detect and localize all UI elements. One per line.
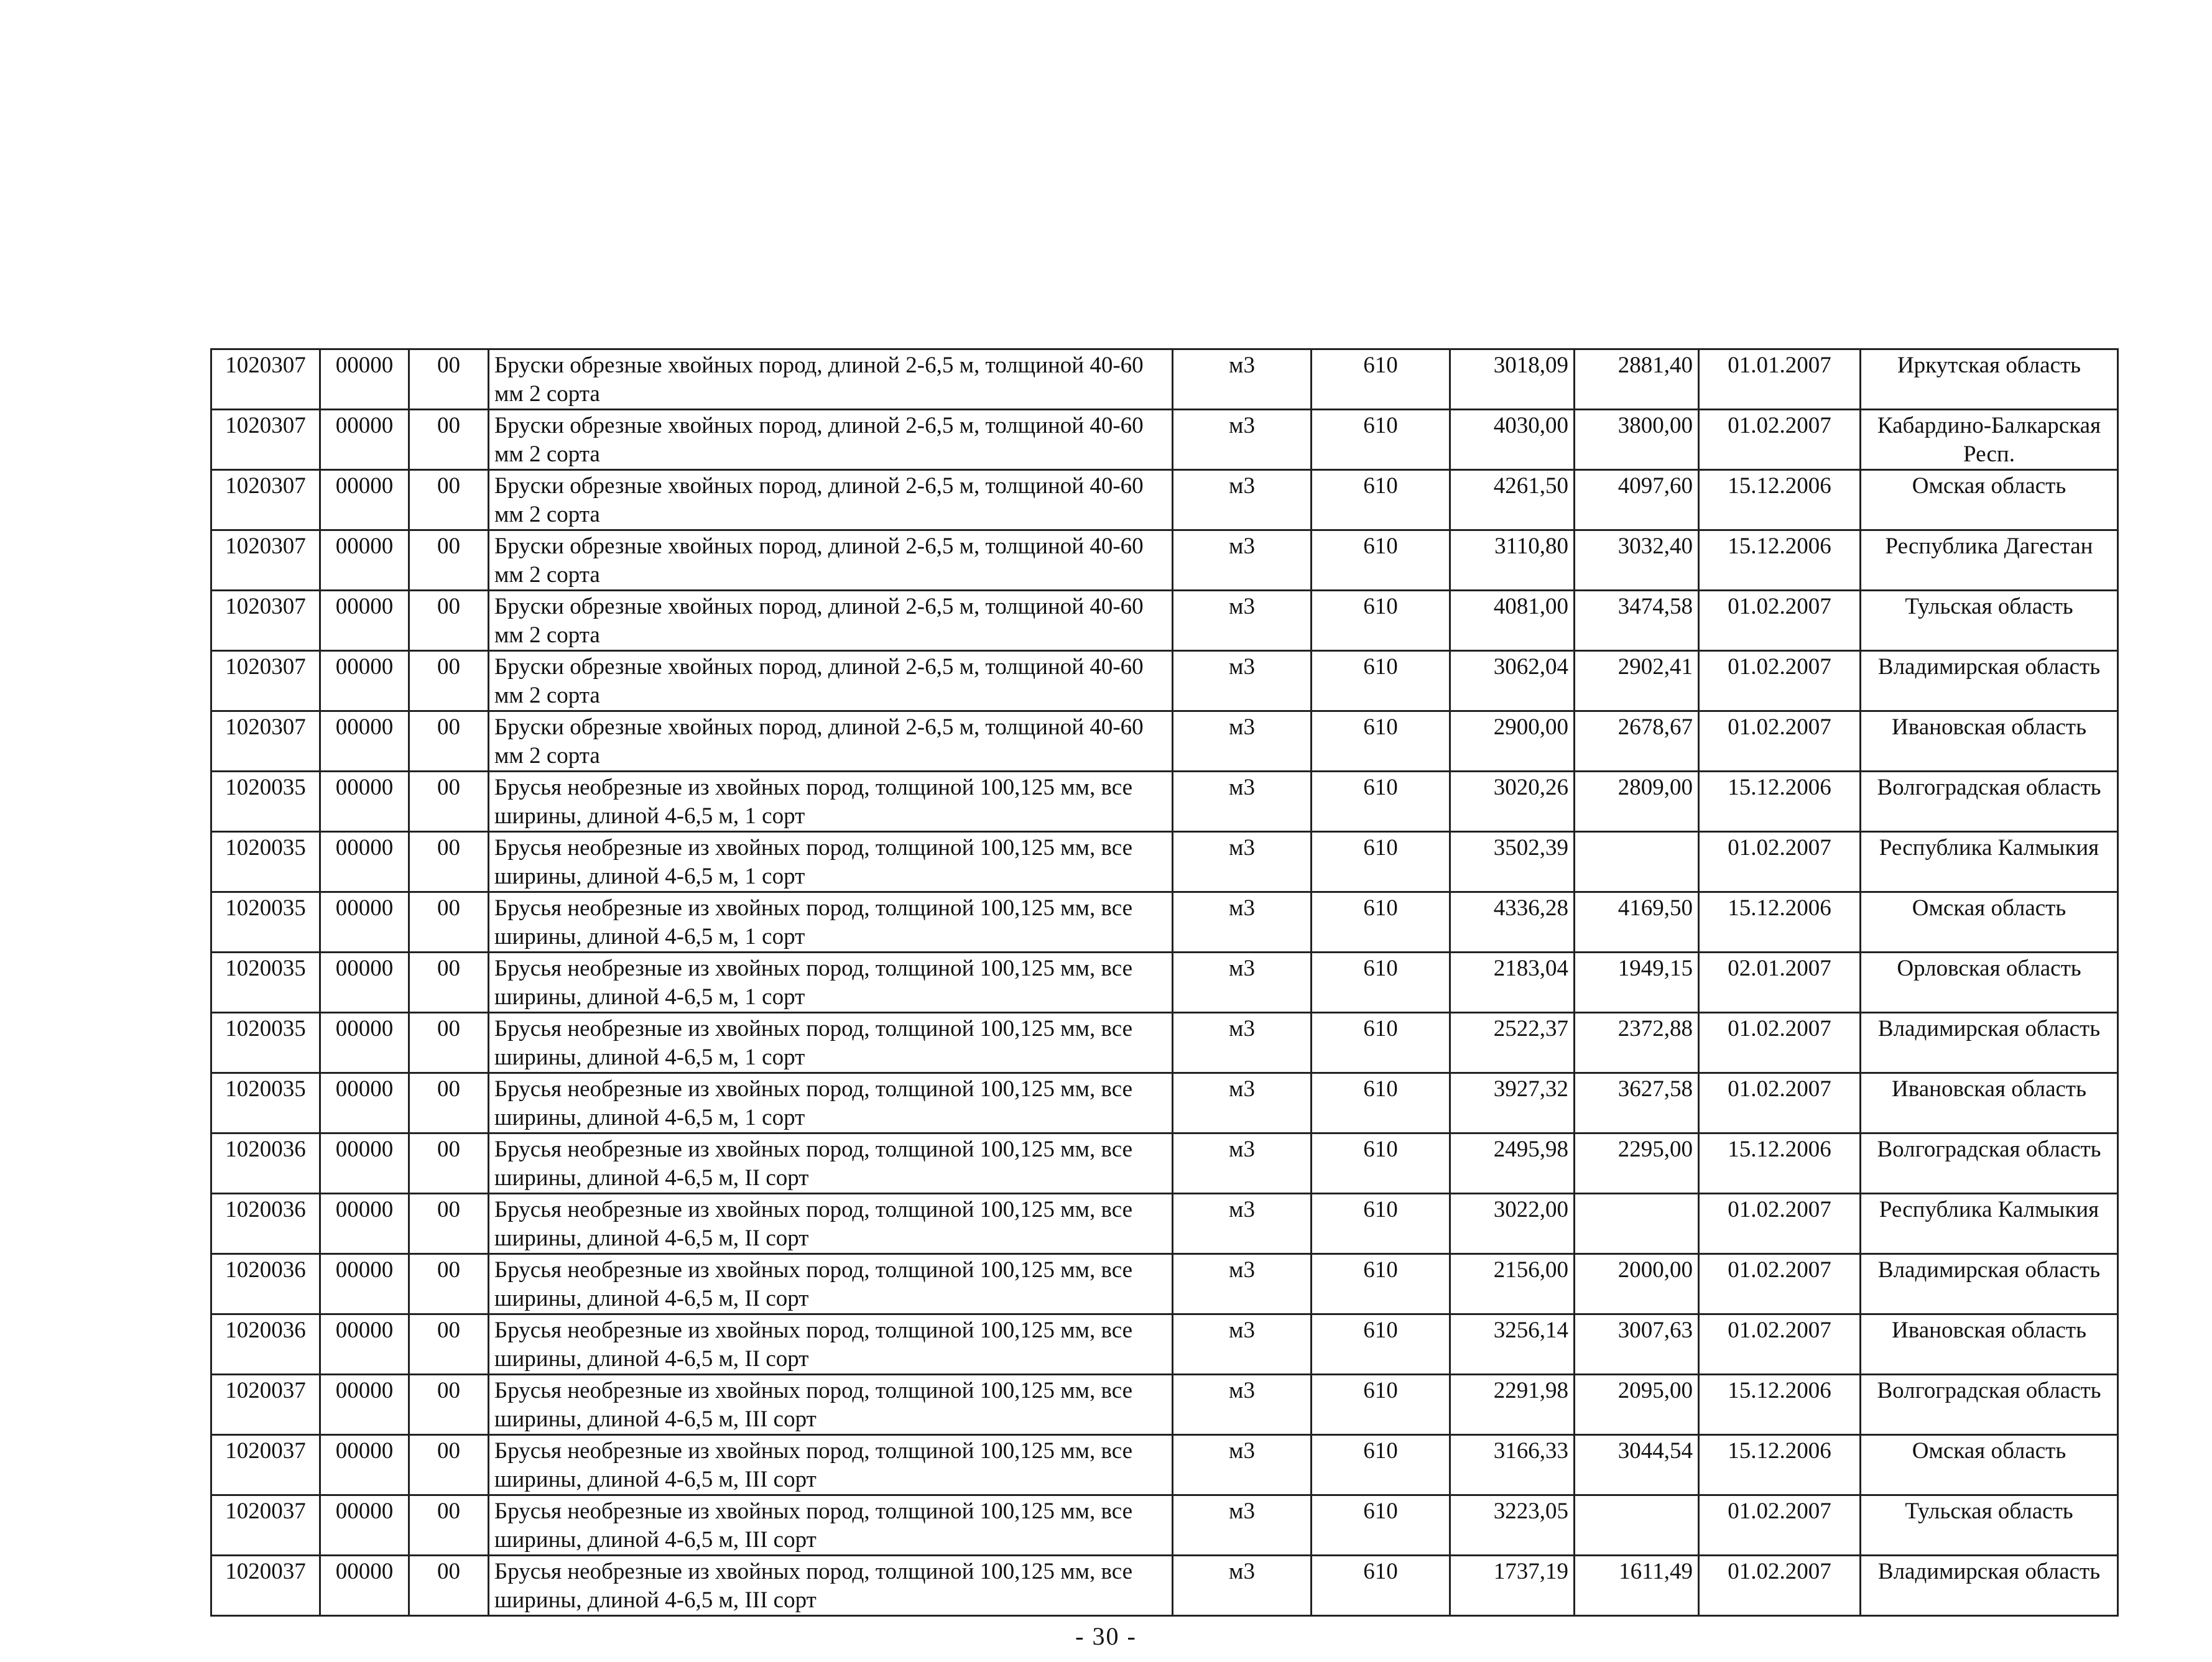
date-cell: 01.02.2007 (1699, 1556, 1861, 1616)
ext-code-cell: 00 (409, 1375, 489, 1435)
date-cell: 01.01.2007 (1699, 349, 1861, 410)
ext-code-cell: 00 (409, 1314, 489, 1375)
unit-cell: м3 (1173, 470, 1312, 530)
product-name-cell: Брусья необрезные из хвойных пород, толщиной 100,125 мм, все ширины, длиной 4-6,5 м, 1 сорт (489, 953, 1173, 1013)
unit-cell: м3 (1173, 530, 1312, 591)
price-without-vat-cell: 3044,54 (1575, 1435, 1699, 1495)
region-cell: Республика Дагестан (1861, 530, 2118, 591)
price-without-vat-cell: 3032,40 (1575, 530, 1699, 591)
sub-code-cell: 00000 (320, 651, 409, 711)
region-cell: Ивановская область (1861, 1314, 2118, 1375)
region-cell: Республика Калмыкия (1861, 832, 2118, 892)
unit-cell: м3 (1173, 1556, 1312, 1616)
table-row (211, 1314, 2118, 1375)
okei-code-cell: 610 (1312, 1495, 1450, 1556)
product-code-cell: 1020037 (211, 1435, 320, 1495)
table-row (211, 651, 2118, 711)
unit-cell: м3 (1173, 591, 1312, 651)
price-with-vat-cell: 3110,80 (1450, 530, 1575, 591)
product-name-cell: Брусья необрезные из хвойных пород, толщиной 100,125 мм, все ширины, длиной 4-6,5 м, 1 сорт (489, 772, 1173, 832)
ext-code-cell: 00 (409, 530, 489, 591)
price-with-vat-cell: 3927,32 (1450, 1073, 1575, 1133)
ext-code-cell: 00 (409, 1194, 489, 1254)
product-name-cell: Бруски обрезные хвойных пород, длиной 2-6,5 м, толщиной 40-60 мм 2 сорта (489, 651, 1173, 711)
region-cell: Республика Калмыкия (1861, 1194, 2118, 1254)
ext-code-cell: 00 (409, 1435, 489, 1495)
ext-code-cell: 00 (409, 832, 489, 892)
unit-cell: м3 (1173, 1435, 1312, 1495)
sub-code-cell: 00000 (320, 1495, 409, 1556)
table-row (211, 410, 2118, 470)
table-row (211, 1435, 2118, 1495)
table-row (211, 1556, 2118, 1616)
sub-code-cell: 00000 (320, 832, 409, 892)
price-without-vat-cell: 2678,67 (1575, 711, 1699, 772)
ext-code-cell: 00 (409, 1495, 489, 1556)
sub-code-cell: 00000 (320, 1194, 409, 1254)
price-without-vat-cell: 2095,00 (1575, 1375, 1699, 1435)
okei-code-cell: 610 (1312, 711, 1450, 772)
price-with-vat-cell: 2183,04 (1450, 953, 1575, 1013)
sub-code-cell: 00000 (320, 410, 409, 470)
date-cell: 15.12.2006 (1699, 530, 1861, 591)
product-name-cell: Брусья необрезные из хвойных пород, толщиной 100,125 мм, все ширины, длиной 4-6,5 м, III сорт (489, 1435, 1173, 1495)
region-cell: Волгоградская область (1861, 1375, 2118, 1435)
date-cell: 15.12.2006 (1699, 892, 1861, 953)
table-row (211, 1254, 2118, 1314)
unit-cell: м3 (1173, 953, 1312, 1013)
ext-code-cell: 00 (409, 651, 489, 711)
unit-cell: м3 (1173, 349, 1312, 410)
table-row (211, 591, 2118, 651)
okei-code-cell: 610 (1312, 1254, 1450, 1314)
table-row (211, 711, 2118, 772)
product-code-cell: 1020035 (211, 892, 320, 953)
price-without-vat-cell (1575, 832, 1699, 892)
price-without-vat-cell: 2881,40 (1575, 349, 1699, 410)
unit-cell: м3 (1173, 410, 1312, 470)
unit-cell: м3 (1173, 1133, 1312, 1194)
okei-code-cell: 610 (1312, 772, 1450, 832)
product-name-cell: Брусья необрезные из хвойных пород, толщиной 100,125 мм, все ширины, длиной 4-6,5 м, 1 сорт (489, 832, 1173, 892)
ext-code-cell: 00 (409, 892, 489, 953)
okei-code-cell: 610 (1312, 530, 1450, 591)
sub-code-cell: 00000 (320, 1375, 409, 1435)
product-name-cell: Брусья необрезные из хвойных пород, толщиной 100,125 мм, все ширины, длиной 4-6,5 м, III сорт (489, 1375, 1173, 1435)
product-code-cell: 1020036 (211, 1194, 320, 1254)
okei-code-cell: 610 (1312, 892, 1450, 953)
sub-code-cell: 00000 (320, 1073, 409, 1133)
region-cell: Волгоградская область (1861, 1133, 2118, 1194)
unit-cell: м3 (1173, 651, 1312, 711)
unit-cell: м3 (1173, 892, 1312, 953)
product-code-cell: 1020036 (211, 1254, 320, 1314)
product-code-cell: 1020035 (211, 1073, 320, 1133)
date-cell: 02.01.2007 (1699, 953, 1861, 1013)
price-with-vat-cell: 3223,05 (1450, 1495, 1575, 1556)
date-cell: 01.02.2007 (1699, 711, 1861, 772)
price-with-vat-cell: 3502,39 (1450, 832, 1575, 892)
product-name-cell: Брусья необрезные из хвойных пород, толщиной 100,125 мм, все ширины, длиной 4-6,5 м, II сорт (489, 1194, 1173, 1254)
date-cell: 01.02.2007 (1699, 832, 1861, 892)
sub-code-cell: 00000 (320, 1133, 409, 1194)
product-name-cell: Бруски обрезные хвойных пород, длиной 2-6,5 м, толщиной 40-60 мм 2 сорта (489, 470, 1173, 530)
sub-code-cell: 00000 (320, 470, 409, 530)
date-cell: 01.02.2007 (1699, 1013, 1861, 1073)
price-without-vat-cell (1575, 1194, 1699, 1254)
date-cell: 15.12.2006 (1699, 1435, 1861, 1495)
okei-code-cell: 610 (1312, 1556, 1450, 1616)
ext-code-cell: 00 (409, 591, 489, 651)
product-code-cell: 1020307 (211, 591, 320, 651)
product-name-cell: Бруски обрезные хвойных пород, длиной 2-6,5 м, толщиной 40-60 мм 2 сорта (489, 591, 1173, 651)
table-row (211, 832, 2118, 892)
sub-code-cell: 00000 (320, 1013, 409, 1073)
price-without-vat-cell: 3800,00 (1575, 410, 1699, 470)
unit-cell: м3 (1173, 1495, 1312, 1556)
table-row (211, 1013, 2118, 1073)
date-cell: 15.12.2006 (1699, 1375, 1861, 1435)
region-cell: Омская область (1861, 1435, 2118, 1495)
product-name-cell: Бруски обрезные хвойных пород, длиной 2-6,5 м, толщиной 40-60 мм 2 сорта (489, 711, 1173, 772)
region-cell: Тульская область (1861, 591, 2118, 651)
sub-code-cell: 00000 (320, 1314, 409, 1375)
sub-code-cell: 00000 (320, 530, 409, 591)
table-row (211, 953, 2118, 1013)
price-with-vat-cell: 2156,00 (1450, 1254, 1575, 1314)
price-with-vat-cell: 2291,98 (1450, 1375, 1575, 1435)
product-code-cell: 1020035 (211, 772, 320, 832)
product-code-cell: 1020307 (211, 530, 320, 591)
date-cell: 01.02.2007 (1699, 651, 1861, 711)
sub-code-cell: 00000 (320, 591, 409, 651)
price-with-vat-cell: 1737,19 (1450, 1556, 1575, 1616)
table-row (211, 772, 2118, 832)
price-with-vat-cell: 4261,50 (1450, 470, 1575, 530)
table-row (211, 1073, 2118, 1133)
date-cell: 15.12.2006 (1699, 1133, 1861, 1194)
table-row (211, 892, 2118, 953)
date-cell: 01.02.2007 (1699, 1073, 1861, 1133)
date-cell: 01.02.2007 (1699, 1254, 1861, 1314)
price-with-vat-cell: 2522,37 (1450, 1013, 1575, 1073)
okei-code-cell: 610 (1312, 470, 1450, 530)
price-with-vat-cell: 2495,98 (1450, 1133, 1575, 1194)
region-cell: Омская область (1861, 892, 2118, 953)
okei-code-cell: 610 (1312, 349, 1450, 410)
okei-code-cell: 610 (1312, 953, 1450, 1013)
region-cell: Омская область (1861, 470, 2118, 530)
unit-cell: м3 (1173, 1073, 1312, 1133)
product-name-cell: Бруски обрезные хвойных пород, длиной 2-6,5 м, толщиной 40-60 мм 2 сорта (489, 349, 1173, 410)
table-row (211, 1495, 2118, 1556)
unit-cell: м3 (1173, 832, 1312, 892)
product-name-cell: Брусья необрезные из хвойных пород, толщиной 100,125 мм, все ширины, длиной 4-6,5 м, II сорт (489, 1133, 1173, 1194)
product-code-cell: 1020307 (211, 349, 320, 410)
region-cell: Волгоградская область (1861, 772, 2118, 832)
sub-code-cell: 00000 (320, 1556, 409, 1616)
okei-code-cell: 610 (1312, 591, 1450, 651)
price-without-vat-cell (1575, 1495, 1699, 1556)
region-cell: Владимирская область (1861, 1013, 2118, 1073)
unit-cell: м3 (1173, 711, 1312, 772)
price-without-vat-cell: 3474,58 (1575, 591, 1699, 651)
price-table (210, 348, 2119, 1617)
sub-code-cell: 00000 (320, 892, 409, 953)
table-row (211, 1375, 2118, 1435)
sub-code-cell: 00000 (320, 1435, 409, 1495)
price-with-vat-cell: 3020,26 (1450, 772, 1575, 832)
okei-code-cell: 610 (1312, 1375, 1450, 1435)
price-without-vat-cell: 3007,63 (1575, 1314, 1699, 1375)
product-code-cell: 1020037 (211, 1556, 320, 1616)
ext-code-cell: 00 (409, 953, 489, 1013)
ext-code-cell: 00 (409, 1013, 489, 1073)
price-with-vat-cell: 3018,09 (1450, 349, 1575, 410)
price-without-vat-cell: 3627,58 (1575, 1073, 1699, 1133)
price-without-vat-cell: 2809,00 (1575, 772, 1699, 832)
ext-code-cell: 00 (409, 410, 489, 470)
okei-code-cell: 610 (1312, 1194, 1450, 1254)
okei-code-cell: 610 (1312, 1435, 1450, 1495)
ext-code-cell: 00 (409, 470, 489, 530)
product-name-cell: Брусья необрезные из хвойных пород, толщиной 100,125 мм, все ширины, длиной 4-6,5 м, III сорт (489, 1495, 1173, 1556)
sub-code-cell: 00000 (320, 349, 409, 410)
date-cell: 01.02.2007 (1699, 1495, 1861, 1556)
product-name-cell: Брусья необрезные из хвойных пород, толщиной 100,125 мм, все ширины, длиной 4-6,5 м, 1 сорт (489, 1073, 1173, 1133)
table-row (211, 470, 2118, 530)
date-cell: 01.02.2007 (1699, 410, 1861, 470)
price-with-vat-cell: 4336,28 (1450, 892, 1575, 953)
sub-code-cell: 00000 (320, 1254, 409, 1314)
price-with-vat-cell: 4081,00 (1450, 591, 1575, 651)
date-cell: 15.12.2006 (1699, 470, 1861, 530)
date-cell: 01.02.2007 (1699, 1194, 1861, 1254)
product-code-cell: 1020035 (211, 832, 320, 892)
product-code-cell: 1020035 (211, 1013, 320, 1073)
price-with-vat-cell: 3022,00 (1450, 1194, 1575, 1254)
price-with-vat-cell: 3166,33 (1450, 1435, 1575, 1495)
table-row (211, 1194, 2118, 1254)
product-code-cell: 1020307 (211, 410, 320, 470)
price-without-vat-cell: 2372,88 (1575, 1013, 1699, 1073)
date-cell: 01.02.2007 (1699, 1314, 1861, 1375)
sub-code-cell: 00000 (320, 711, 409, 772)
price-without-vat-cell: 2295,00 (1575, 1133, 1699, 1194)
table-row (211, 349, 2118, 410)
product-code-cell: 1020037 (211, 1495, 320, 1556)
product-code-cell: 1020307 (211, 651, 320, 711)
product-name-cell: Бруски обрезные хвойных пород, длиной 2-6,5 м, толщиной 40-60 мм 2 сорта (489, 410, 1173, 470)
sub-code-cell: 00000 (320, 953, 409, 1013)
unit-cell: м3 (1173, 1375, 1312, 1435)
product-name-cell: Брусья необрезные из хвойных пород, толщиной 100,125 мм, все ширины, длиной 4-6,5 м, II сорт (489, 1254, 1173, 1314)
ext-code-cell: 00 (409, 1133, 489, 1194)
region-cell: Кабардино-Балкарская Респ. (1861, 410, 2118, 470)
region-cell: Ивановская область (1861, 1073, 2118, 1133)
product-code-cell: 1020037 (211, 1375, 320, 1435)
ext-code-cell: 00 (409, 711, 489, 772)
region-cell: Владимирская область (1861, 651, 2118, 711)
table-row (211, 1133, 2118, 1194)
product-code-cell: 1020307 (211, 470, 320, 530)
product-code-cell: 1020036 (211, 1133, 320, 1194)
product-code-cell: 1020307 (211, 711, 320, 772)
sub-code-cell: 00000 (320, 772, 409, 832)
region-cell: Иркутская область (1861, 349, 2118, 410)
product-name-cell: Брусья необрезные из хвойных пород, толщиной 100,125 мм, все ширины, длиной 4-6,5 м, 1 сорт (489, 1013, 1173, 1073)
region-cell: Орловская область (1861, 953, 2118, 1013)
date-cell: 01.02.2007 (1699, 591, 1861, 651)
okei-code-cell: 610 (1312, 832, 1450, 892)
ext-code-cell: 00 (409, 349, 489, 410)
okei-code-cell: 610 (1312, 1133, 1450, 1194)
unit-cell: м3 (1173, 1314, 1312, 1375)
price-with-vat-cell: 4030,00 (1450, 410, 1575, 470)
unit-cell: м3 (1173, 1194, 1312, 1254)
price-without-vat-cell: 1611,49 (1575, 1556, 1699, 1616)
price-without-vat-cell: 2902,41 (1575, 651, 1699, 711)
price-with-vat-cell: 2900,00 (1450, 711, 1575, 772)
region-cell: Тульская область (1861, 1495, 2118, 1556)
okei-code-cell: 610 (1312, 651, 1450, 711)
page-number: - 30 - (1075, 1622, 1137, 1650)
okei-code-cell: 610 (1312, 1314, 1450, 1375)
price-with-vat-cell: 3256,14 (1450, 1314, 1575, 1375)
product-name-cell: Брусья необрезные из хвойных пород, толщиной 100,125 мм, все ширины, длиной 4-6,5 м, III сорт (489, 1556, 1173, 1616)
okei-code-cell: 610 (1312, 1013, 1450, 1073)
ext-code-cell: 00 (409, 1073, 489, 1133)
okei-code-cell: 610 (1312, 410, 1450, 470)
price-without-vat-cell: 4097,60 (1575, 470, 1699, 530)
ext-code-cell: 00 (409, 1556, 489, 1616)
unit-cell: м3 (1173, 1254, 1312, 1314)
product-code-cell: 1020036 (211, 1314, 320, 1375)
region-cell: Владимирская область (1861, 1254, 2118, 1314)
unit-cell: м3 (1173, 772, 1312, 832)
region-cell: Ивановская область (1861, 711, 2118, 772)
product-code-cell: 1020035 (211, 953, 320, 1013)
ext-code-cell: 00 (409, 1254, 489, 1314)
ext-code-cell: 00 (409, 772, 489, 832)
price-without-vat-cell: 4169,50 (1575, 892, 1699, 953)
unit-cell: м3 (1173, 1013, 1312, 1073)
price-without-vat-cell: 1949,15 (1575, 953, 1699, 1013)
okei-code-cell: 610 (1312, 1073, 1450, 1133)
table-row (211, 530, 2118, 591)
product-name-cell: Брусья необрезные из хвойных пород, толщиной 100,125 мм, все ширины, длиной 4-6,5 м, II сорт (489, 1314, 1173, 1375)
product-name-cell: Бруски обрезные хвойных пород, длиной 2-6,5 м, толщиной 40-60 мм 2 сорта (489, 530, 1173, 591)
region-cell: Владимирская область (1861, 1556, 2118, 1616)
table-body (211, 349, 2118, 1616)
price-with-vat-cell: 3062,04 (1450, 651, 1575, 711)
product-name-cell: Брусья необрезные из хвойных пород, толщиной 100,125 мм, все ширины, длиной 4-6,5 м, 1 сорт (489, 892, 1173, 953)
date-cell: 15.12.2006 (1699, 772, 1861, 832)
price-without-vat-cell: 2000,00 (1575, 1254, 1699, 1314)
